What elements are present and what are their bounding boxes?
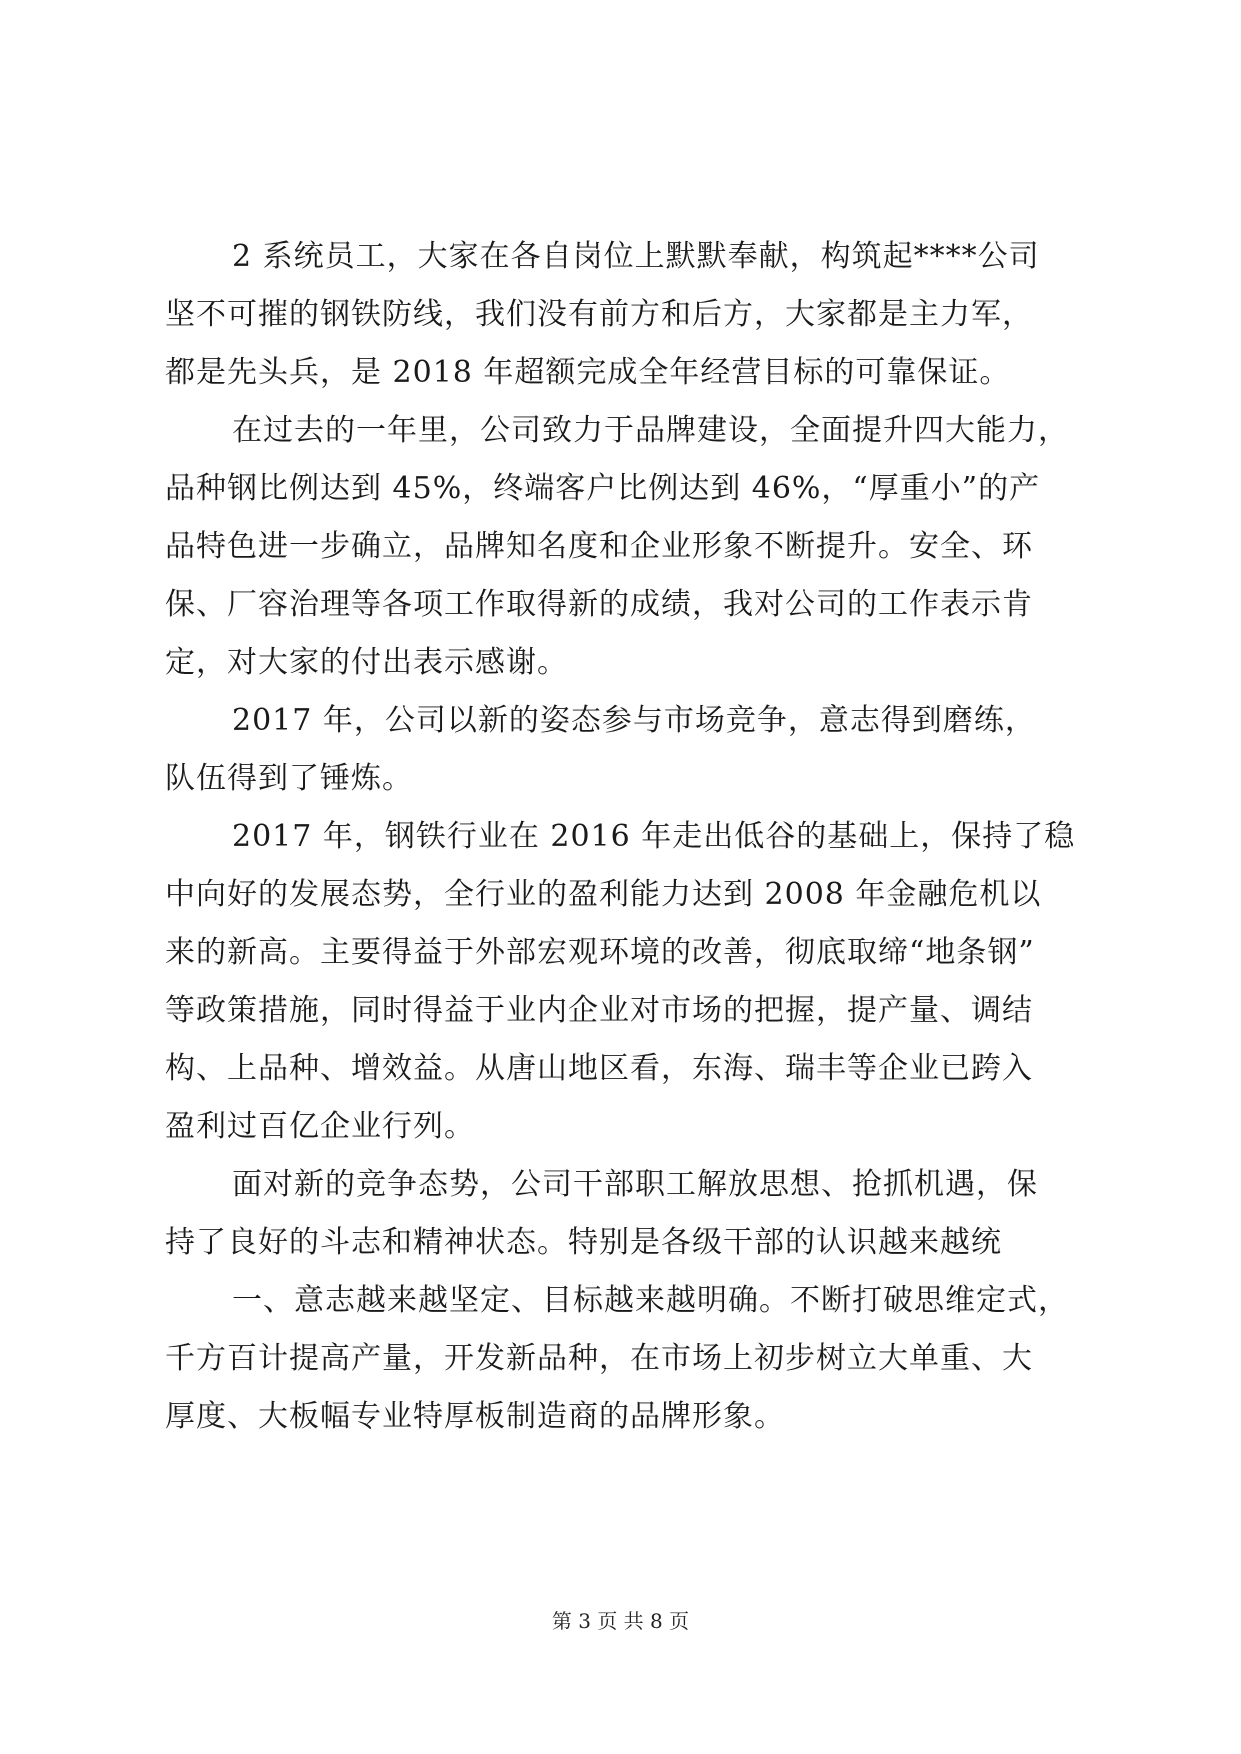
- text-line: 中向好的发展态势，全行业的盈利能力达到 2008 年金融危机以: [165, 877, 1042, 912]
- text-line: 面对新的竞争态势，公司干部职工解放思想、抢抓机遇，保: [232, 1167, 1038, 1202]
- text-line: 2017 年，公司以新的姿态参与市场竞争，意志得到磨练，: [232, 703, 1036, 738]
- text-line: 品种钢比例达到 45%，终端客户比例达到 46%，“厚重小”的产: [165, 471, 1041, 506]
- body-text: [165, 228, 1085, 1446]
- text-line: 保、厂容治理等各项工作取得新的成绩，我对公司的工作表示肯: [165, 587, 1033, 622]
- text-line: 盈利过百亿企业行列。: [165, 1109, 475, 1144]
- text-line: 来的新高。主要得益于外部宏观环境的改善，彻底取缔“地条钢”: [165, 935, 1035, 970]
- page-footer: 第 3 页 共 8 页: [551, 1609, 690, 1633]
- text-line: 2017 年，钢铁行业在 2016 年走出低谷的基础上，保持了稳: [232, 819, 1076, 854]
- text-line: 厚度、大板幅专业特厚板制造商的品牌形象。: [165, 1399, 785, 1434]
- text-line: 一、意志越来越坚定、目标越来越明确。不断打破思维定式，: [232, 1283, 1069, 1318]
- text-line: 都是先头兵，是 2018 年超额完成全年经营目标的可靠保证。: [165, 355, 1011, 390]
- text-line: 队伍得到了锤炼。: [165, 761, 413, 796]
- text-line: 2 系统员工，大家在各自岗位上默默奉献，构筑起****公司: [232, 239, 1040, 274]
- text-line: 等政策措施，同时得益于业内企业对市场的把握，提产量、调结: [165, 993, 1033, 1028]
- text-line: 在过去的一年里，公司致力于品牌建设，全面提升四大能力，: [232, 413, 1069, 448]
- text-line: 千方百计提高产量，开发新品种，在市场上初步树立大单重、大: [165, 1341, 1033, 1376]
- text-line: 坚不可摧的钢铁防线，我们没有前方和后方，大家都是主力军，: [165, 297, 1033, 332]
- text-line: 持了良好的斗志和精神状态。特别是各级干部的认识越来越统: [165, 1225, 1002, 1260]
- text-line: 构、上品种、增效益。从唐山地区看，东海、瑞丰等企业已跨入: [165, 1051, 1033, 1086]
- text-line: 定，对大家的付出表示感谢。: [165, 645, 568, 680]
- text-line: 品特色进一步确立，品牌知名度和企业形象不断提升。安全、环: [165, 529, 1033, 564]
